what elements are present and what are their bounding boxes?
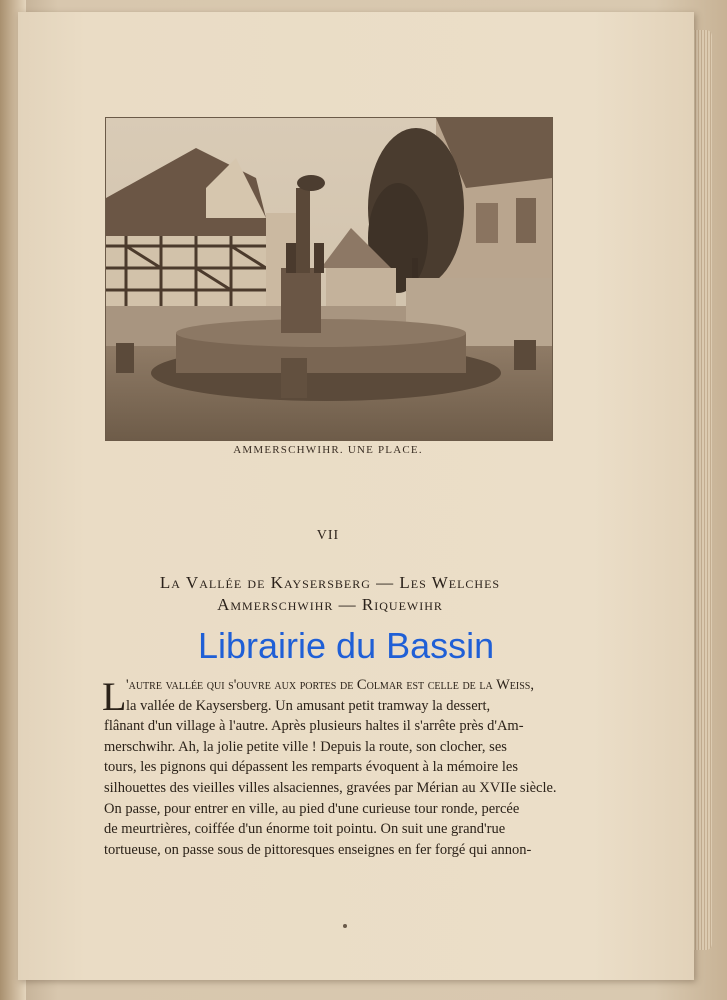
body-line: On passe, pour entrer en ville, au pied d'une curieuse tour ronde, percée [104, 800, 520, 817]
body-line: la vallée de Kaysersberg. Un amusant petit tramway la dessert, [126, 697, 491, 714]
chapter-title-line-2: Ammerschwihr — Riquewihr [217, 595, 443, 614]
chapter-number: VII [316, 528, 340, 543]
watermark-text: Librairie du Bassin [198, 625, 495, 666]
chapter-title [100, 572, 560, 616]
photograph-fountain-square [105, 117, 553, 441]
body-line: merschwihr. Ah, la jolie petite ville ! Depuis la route, son clocher, ses [104, 738, 507, 755]
body-paragraph [102, 674, 557, 860]
photo-caption: AMMERSCHWIHR. UNE PLACE. [233, 444, 423, 456]
body-line: tours, les pignons qui dépassent les remparts évoquent à la mémoire les [104, 759, 518, 776]
body-line: tortueuse, on passe sous de pittoresques enseignes en fer forgé qui annon- [104, 841, 532, 858]
drop-cap: L [102, 674, 127, 719]
book-page [18, 12, 694, 980]
body-line: 'autre vallée qui s'ouvre aux portes de Colmar est celle de la Weiss, [126, 677, 534, 693]
page-mark-dot [343, 924, 347, 928]
body-line: de meurtrières, coiffée d'un énorme toit pointu. On suit une grand'rue [104, 821, 506, 838]
body-line: flânant d'un village à l'autre. Après plusieurs haltes il s'arrête près d'Am- [104, 718, 524, 735]
chapter-title-line-1: La Vallée de Kaysersberg — Les Welches [159, 573, 501, 592]
body-line: silhouettes des vieilles villes alsaciennes, gravées par Mérian au XVIIe siècle. [104, 779, 557, 796]
